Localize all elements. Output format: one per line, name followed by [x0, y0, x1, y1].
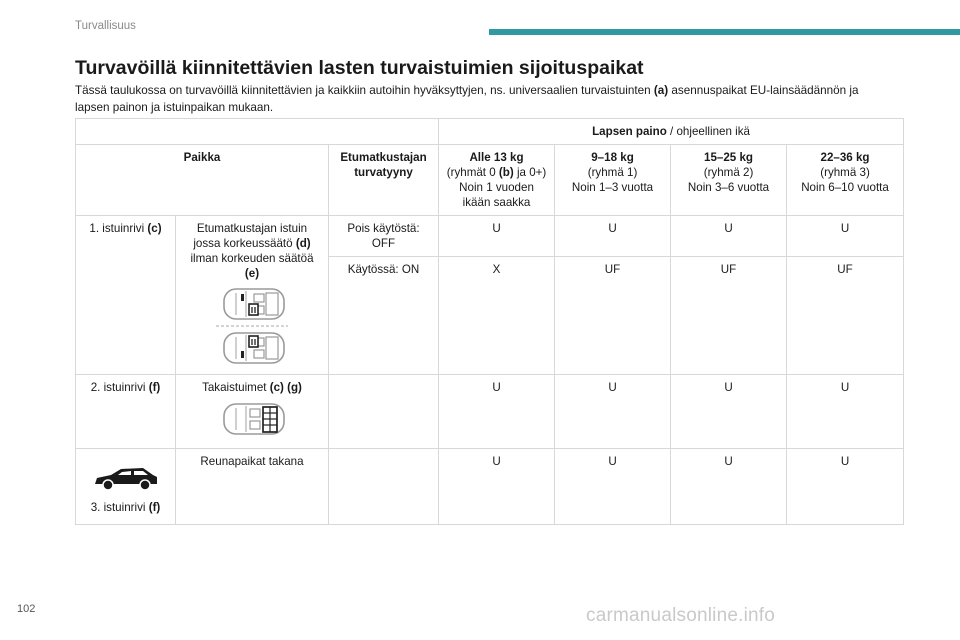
rear-seat-diagram-icon — [216, 401, 288, 437]
value-cell: U — [671, 216, 787, 257]
child-seat-table — [75, 118, 904, 525]
value-cell: U — [555, 375, 671, 449]
table-row — [76, 216, 904, 257]
group-0-header: Alle 13 kg (ryhmät 0 (b) ja 0+) Noin 1 vuoden ikään saakka — [439, 145, 555, 216]
place-cell-row1: 1. istuinrivi (c) — [76, 216, 176, 375]
place-header: Paikka — [76, 145, 329, 216]
weight-header: Lapsen paino / ohjeellinen ikä — [439, 119, 904, 145]
value-cell: UF — [555, 257, 671, 375]
airbag-off-cell: Pois käytöstä: OFF — [329, 216, 439, 257]
seat-cell-row1: Etumatkustajan istuin jossa korkeussäätö (d) ilman korkeuden säätöä (e) — [176, 216, 329, 375]
value-cell: X — [439, 257, 555, 375]
seat-cell-row2: Takaistuimet (c) (g) — [176, 375, 329, 449]
watermark: carmanualsonline.info — [586, 605, 776, 626]
value-cell: U — [555, 449, 671, 525]
value-cell: U — [671, 375, 787, 449]
table-cell — [76, 119, 439, 145]
table-row — [76, 375, 904, 449]
page-title: Turvavöillä kiinnitettävien lasten turvaistuimien sijoituspaikat — [75, 57, 644, 79]
table-cell — [329, 449, 439, 525]
value-cell: U — [787, 375, 904, 449]
header-accent-bar — [489, 29, 960, 35]
value-cell: U — [787, 449, 904, 525]
place-cell-row3: 3. istuinrivi (f) — [76, 449, 176, 525]
intro-paragraph: Tässä taulukossa on turvavöillä kiinnitettävien ja kaikkiin autoihin hyväksyttyjen, ns. universaalien turvaistuinten (a) asennuspaikat EU-lainsäädännön ja lapsen painon ja istuinpaikan mukaan. — [75, 84, 859, 114]
value-cell: UF — [671, 257, 787, 375]
value-cell: U — [787, 216, 904, 257]
value-cell: UF — [787, 257, 904, 375]
page-number: 102 — [17, 603, 36, 615]
group-2-header: 15–25 kg (ryhmä 2) Noin 3–6 vuotta — [671, 145, 787, 216]
group-1-header: 9–18 kg (ryhmä 1) Noin 1–3 vuotta — [555, 145, 671, 216]
seat-cell-row3: Reunapaikat takana — [176, 449, 329, 525]
group-3-header: 22–36 kg (ryhmä 3) Noin 6–10 vuotta — [787, 145, 904, 216]
value-cell: U — [555, 216, 671, 257]
car-side-icon — [91, 464, 161, 494]
value-cell: U — [671, 449, 787, 525]
front-seat-diagram-icon — [216, 287, 288, 367]
table-row — [76, 449, 904, 525]
value-cell: U — [439, 216, 555, 257]
value-cell: U — [439, 449, 555, 525]
table-cell — [329, 375, 439, 449]
value-cell: U — [439, 375, 555, 449]
airbag-header: Etumatkustajan turvatyyny — [329, 145, 439, 216]
table-row — [76, 145, 904, 216]
section-label: Turvallisuus — [75, 20, 136, 32]
place-cell-row2: 2. istuinrivi (f) — [76, 375, 176, 449]
airbag-on-cell: Käytössä: ON — [329, 257, 439, 375]
table-row — [76, 119, 904, 145]
